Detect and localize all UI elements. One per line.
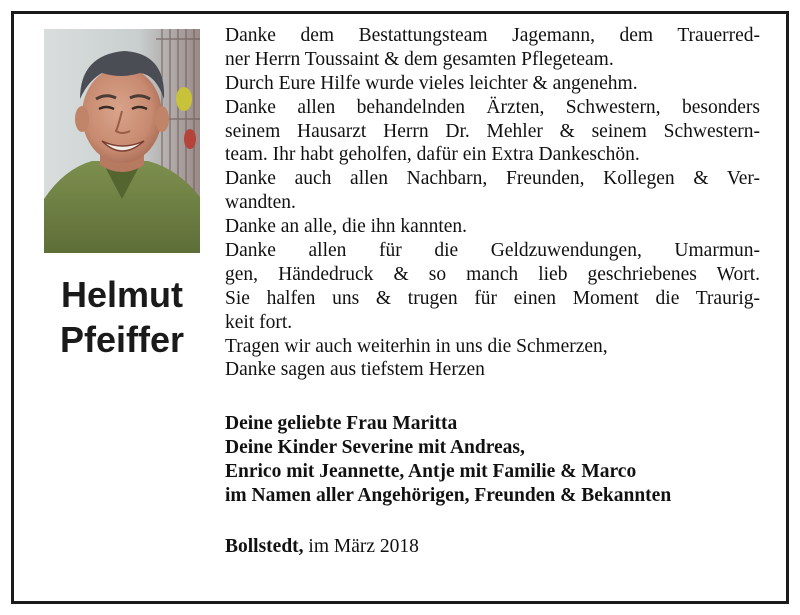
text-line: Danke dem Bestattungsteam Jagemann, dem Trauerred- — [225, 25, 760, 46]
date-text: im März 2018 — [308, 536, 419, 557]
text-line: Sie halfen uns & trugen für einen Moment die Traurig- — [225, 287, 760, 309]
text-line: Durch Eure Hilfe wurde vieles leichter & angenehm. — [225, 72, 638, 94]
place-name: Bollstedt, — [225, 536, 304, 557]
portrait-image — [44, 29, 200, 253]
deceased-name — [24, 272, 220, 362]
text-line: Danke auch allen Nachbarn, Freunden, Kollegen & Ver- — [225, 168, 760, 190]
portrait-photo — [44, 29, 200, 253]
first-name: Helmut — [60, 274, 183, 315]
text-line: Danke allen behandelnden Ärzten, Schwestern, besonders — [225, 96, 760, 118]
text-line: ner Herrn Toussaint & dem gesamten Pflegeteam. — [225, 48, 614, 70]
thank-you-text — [225, 24, 760, 382]
text-line: Danke an alle, die ihn kannten. — [225, 216, 468, 238]
signature-block — [225, 412, 770, 508]
signature-line: Deine Kinder Severine mit Andreas, — [225, 437, 525, 458]
text-line: seinem Hausarzt Herrn Dr. Mehler & seinem Schwestern- — [225, 120, 760, 142]
place-date — [225, 535, 419, 559]
text-line: Danke sagen aus tiefstem Herzen — [225, 359, 485, 381]
signature-line: Deine geliebte Frau Maritta — [225, 413, 458, 434]
text-line: team. Ihr habt geholfen, dafür ein Extra Dankeschön. — [225, 144, 640, 166]
text-line: keit fort. — [225, 311, 293, 333]
text-line: gen, Händedruck & so manch lieb geschriebenes Wort. — [225, 263, 760, 285]
text-line: wandten. — [225, 192, 296, 214]
text-line: Tragen wir auch weiterhin in uns die Schmerzen, — [225, 335, 608, 357]
obituary-notice — [11, 11, 789, 604]
last-name: Pfeiffer — [59, 319, 185, 360]
signature-line: im Namen aller Angehörigen, Freunden & Bekannten — [225, 485, 672, 506]
text-line: Danke allen für die Geldzuwendungen, Umarmun- — [225, 240, 760, 262]
signature-line: Enrico mit Jeannette, Antje mit Familie & Marco — [225, 461, 637, 482]
